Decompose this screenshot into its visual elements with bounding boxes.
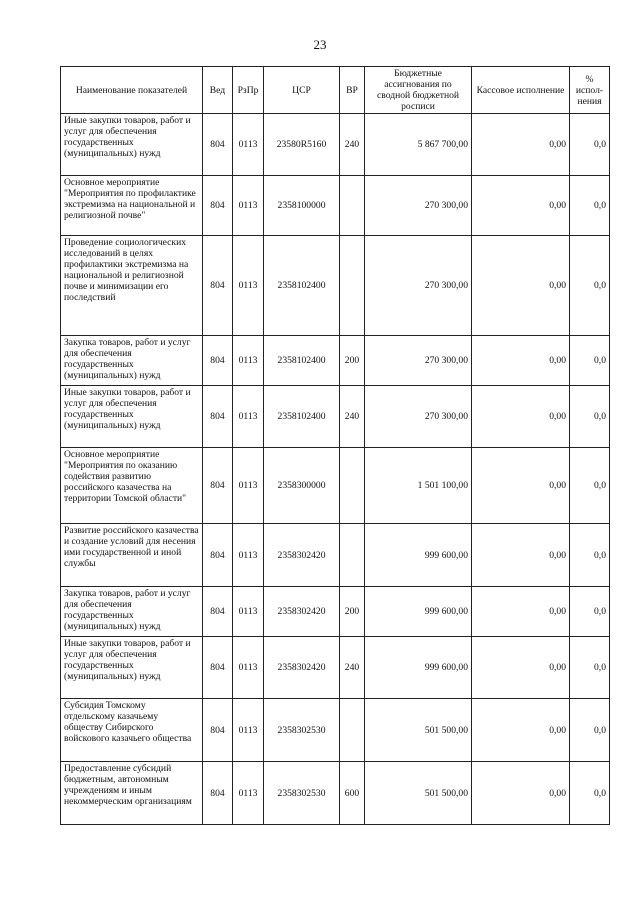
table-row: [61, 176, 610, 236]
cell-vr: 240: [340, 386, 365, 448]
cell-ved: 804: [203, 336, 233, 386]
cell-assignments: 270 300,00: [365, 236, 472, 336]
table-row: [61, 524, 610, 587]
cell-percent: 0,0: [570, 176, 610, 236]
cell-csr: 2358302420: [264, 637, 340, 699]
cell-name: Иные закупки товаров, работ и услуг для обеспечения государственных (муниципальных) нужд: [61, 114, 203, 176]
cell-csr: 2358302530: [264, 762, 340, 825]
cell-assignments: 270 300,00: [365, 386, 472, 448]
cell-csr: 2358102400: [264, 386, 340, 448]
cell-vr: [340, 699, 365, 762]
table-header-row: [61, 67, 610, 114]
header-percent: % испол-нения: [570, 67, 610, 114]
cell-csr: 2358102400: [264, 336, 340, 386]
cell-csr: 2358102400: [264, 236, 340, 336]
cell-rzpr: 0113: [233, 587, 264, 637]
cell-percent: 0,0: [570, 448, 610, 524]
cell-name: Предоставление субсидий бюджетным, автономным учреждениям и иным некоммерческим организациям: [61, 762, 203, 825]
cell-name: Основное мероприятие "Мероприятия по профилактике экстремизма на национальной и религиозной почве": [61, 176, 203, 236]
table-row: [61, 637, 610, 699]
cell-vr: [340, 236, 365, 336]
cell-csr: 2358300000: [264, 448, 340, 524]
cell-assignments: 501 500,00: [365, 762, 472, 825]
cell-name: Иные закупки товаров, работ и услуг для обеспечения государственных (муниципальных) нужд: [61, 386, 203, 448]
cell-name: Субсидия Томскому отдельскому казачьему обществу Сибирского войскового казачьего общества: [61, 699, 203, 762]
cell-cash: 0,00: [472, 762, 570, 825]
cell-rzpr: 0113: [233, 762, 264, 825]
cell-assignments: 270 300,00: [365, 176, 472, 236]
table-row: [61, 448, 610, 524]
cell-rzpr: 0113: [233, 114, 264, 176]
cell-assignments: 270 300,00: [365, 336, 472, 386]
cell-percent: 0,0: [570, 336, 610, 386]
cell-csr: 2358302420: [264, 587, 340, 637]
cell-assignments: 999 600,00: [365, 637, 472, 699]
cell-ved: 804: [203, 448, 233, 524]
table-row: [61, 762, 610, 825]
cell-cash: 0,00: [472, 524, 570, 587]
cell-rzpr: 0113: [233, 699, 264, 762]
cell-rzpr: 0113: [233, 637, 264, 699]
header-assignments: Бюджетные ассигнования по сводной бюджетной росписи: [365, 67, 472, 114]
cell-vr: 600: [340, 762, 365, 825]
cell-vr: 200: [340, 336, 365, 386]
header-cash-execution: Кассовое исполнение: [472, 67, 570, 114]
budget-table: [60, 66, 610, 825]
table-row: [61, 336, 610, 386]
cell-percent: 0,0: [570, 386, 610, 448]
cell-csr: 2358100000: [264, 176, 340, 236]
table-row: [61, 587, 610, 637]
cell-ved: 804: [203, 236, 233, 336]
header-vr: ВР: [340, 67, 365, 114]
cell-name: Развитие российского казачества и создание условий для несения ими государственной и иной службы: [61, 524, 203, 587]
header-ved: Вед: [203, 67, 233, 114]
cell-assignments: 5 867 700,00: [365, 114, 472, 176]
cell-assignments: 1 501 100,00: [365, 448, 472, 524]
cell-cash: 0,00: [472, 587, 570, 637]
cell-percent: 0,0: [570, 762, 610, 825]
cell-cash: 0,00: [472, 236, 570, 336]
cell-csr: 23580R5160: [264, 114, 340, 176]
cell-ved: 804: [203, 176, 233, 236]
cell-name: Основное мероприятие "Мероприятия по оказанию содействия развитию российского казачества на территории Томской области": [61, 448, 203, 524]
page-number: 23: [313, 37, 327, 52]
cell-rzpr: 0113: [233, 336, 264, 386]
header-name: Наименование показателей: [61, 67, 203, 114]
table-row: [61, 699, 610, 762]
cell-vr: 200: [340, 587, 365, 637]
cell-rzpr: 0113: [233, 448, 264, 524]
cell-vr: [340, 524, 365, 587]
cell-ved: 804: [203, 587, 233, 637]
cell-vr: 240: [340, 114, 365, 176]
cell-assignments: 999 600,00: [365, 587, 472, 637]
cell-percent: 0,0: [570, 236, 610, 336]
cell-cash: 0,00: [472, 336, 570, 386]
cell-assignments: 999 600,00: [365, 524, 472, 587]
cell-cash: 0,00: [472, 386, 570, 448]
cell-percent: 0,0: [570, 114, 610, 176]
cell-percent: 0,0: [570, 637, 610, 699]
cell-rzpr: 0113: [233, 236, 264, 336]
header-csr: ЦСР: [264, 67, 340, 114]
cell-rzpr: 0113: [233, 176, 264, 236]
table-row: [61, 236, 610, 336]
cell-csr: 2358302420: [264, 524, 340, 587]
cell-vr: [340, 176, 365, 236]
cell-assignments: 501 500,00: [365, 699, 472, 762]
cell-csr: 2358302530: [264, 699, 340, 762]
cell-ved: 804: [203, 762, 233, 825]
cell-rzpr: 0113: [233, 386, 264, 448]
table-row: [61, 386, 610, 448]
cell-rzpr: 0113: [233, 524, 264, 587]
cell-ved: 804: [203, 699, 233, 762]
cell-vr: [340, 448, 365, 524]
cell-percent: 0,0: [570, 524, 610, 587]
cell-ved: 804: [203, 114, 233, 176]
cell-name: Иные закупки товаров, работ и услуг для обеспечения государственных (муниципальных) нужд: [61, 637, 203, 699]
cell-cash: 0,00: [472, 114, 570, 176]
cell-name: Проведение социологических исследований в целях профилактики экстремизма на национальной и религиозной почве и минимизации его последствий: [61, 236, 203, 336]
cell-cash: 0,00: [472, 448, 570, 524]
table-row: [61, 114, 610, 176]
cell-ved: 804: [203, 637, 233, 699]
cell-name: Закупка товаров, работ и услуг для обеспечения государственных (муниципальных) нужд: [61, 336, 203, 386]
cell-name: Закупка товаров, работ и услуг для обеспечения государственных (муниципальных) нужд: [61, 587, 203, 637]
header-rzpr: РзПр: [233, 67, 264, 114]
cell-percent: 0,0: [570, 699, 610, 762]
cell-ved: 804: [203, 524, 233, 587]
cell-percent: 0,0: [570, 587, 610, 637]
cell-vr: 240: [340, 637, 365, 699]
cell-cash: 0,00: [472, 176, 570, 236]
cell-ved: 804: [203, 386, 233, 448]
cell-cash: 0,00: [472, 637, 570, 699]
cell-cash: 0,00: [472, 699, 570, 762]
